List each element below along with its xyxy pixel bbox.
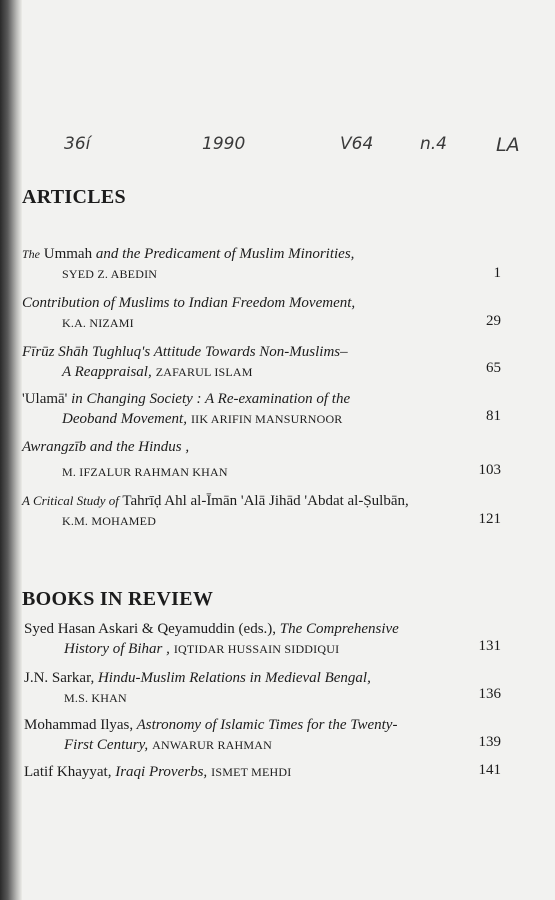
book-title: Latif Khayyat, Iraqi Proverbs, ISMET MEHDI [24,764,292,780]
book-subtitle-reviewer: History of Bihar , IQTIDAR HUSSAIN SIDDIQUI [64,641,340,657]
note-4: n.4 [420,134,447,154]
book-review-entry [24,619,504,659]
article-author: SYED Z. ABEDIN [62,267,158,281]
book-title: Mohammad Ilyas, Astronomy of Islamic Times for the Twenty- [24,717,398,733]
page-number: 141 [478,762,501,778]
note-5: LA [496,134,520,156]
article-subtitle-author: Deoband Movement, IIK ARIFIN MANSURNOOR [62,411,343,427]
page-number: 121 [478,511,501,527]
book-review-entry [24,715,504,755]
page-number: 1 [493,265,501,281]
page-number: 139 [478,734,501,750]
book-review-entry [24,668,504,708]
article-author: M. IFZALUR RAHMAN KHAN [62,465,228,479]
article-entry [22,437,502,482]
book-review-entry [24,762,504,782]
book-title: J.N. Sarkar, Hindu-Muslim Relations in Medieval Bengal, [24,670,371,686]
article-entry [22,244,502,284]
page-number: 29 [486,313,501,329]
note-3: V64 [340,134,374,154]
book-subtitle-reviewer: First Century, ANWARUR RAHMAN [64,737,272,753]
article-title: The Ummah and the Predicament of Muslim Minorities, [22,246,355,262]
page-number: 136 [478,686,501,702]
page-number: 103 [478,462,501,478]
article-entry [22,293,502,333]
page-number: 81 [486,408,501,424]
article-title: A Critical Study of Tahrīḍ Ahl al-Īmān 'Alā Jihād 'Abdat al-Ṣulbān, [22,493,409,509]
articles-heading: ARTICLES [22,186,126,208]
article-subtitle-author: A Reappraisal, ZAFARUL ISLAM [62,364,253,380]
books-heading: BOOKS IN REVIEW [22,588,214,610]
article-entry [22,342,502,382]
page-number: 131 [478,638,501,654]
article-entry [22,389,502,429]
article-title: 'Ulamā' in Changing Society : A Re-examination of the [22,391,351,407]
article-title: Awrangzīb and the Hindus , [22,439,190,455]
page-number: 65 [486,360,501,376]
article-title: Fīrūz Shāh Tughluq's Attitude Towards Non-Muslims– [22,344,348,360]
handwritten-notes [0,128,555,168]
note-2: 1990 [202,134,246,154]
book-title: Syed Hasan Askari & Qeyamuddin (eds.), The Comprehensive [24,621,399,637]
article-author: K.A. NIZAMI [62,316,134,330]
article-author: K.M. MOHAMED [62,514,157,528]
note-1: 36í [64,134,91,154]
article-title: Contribution of Muslims to Indian Freedom Movement, [22,295,356,311]
book-reviewer: M.S. KHAN [64,691,127,705]
article-entry [22,491,502,531]
